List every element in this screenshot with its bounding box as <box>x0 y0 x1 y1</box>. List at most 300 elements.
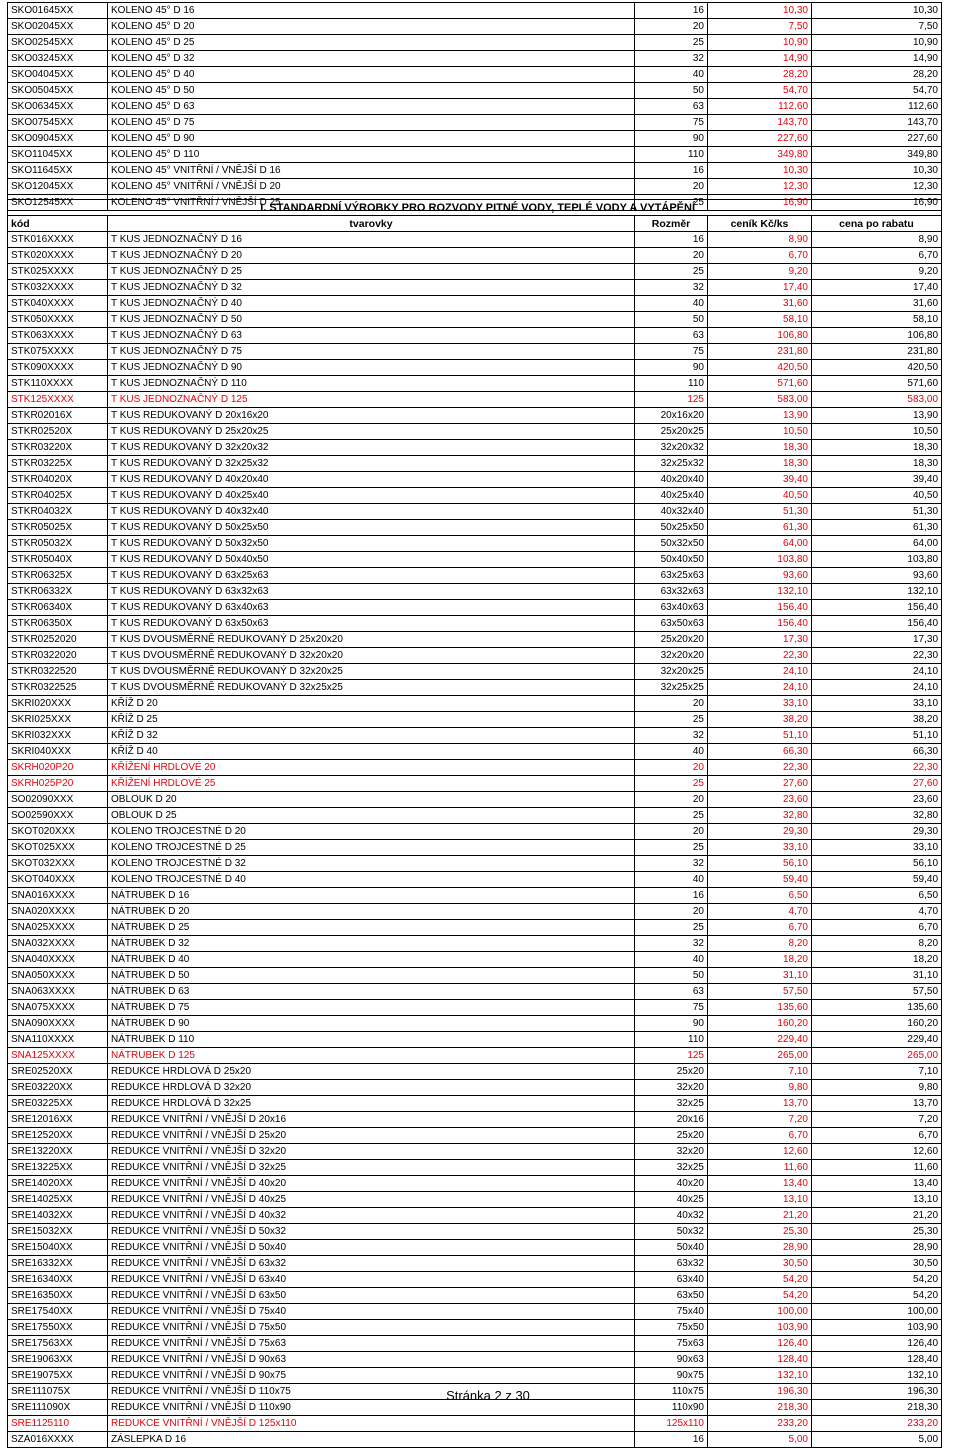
item-code: SZA016XXXX <box>8 1432 108 1448</box>
item-list-price: 31,60 <box>708 296 812 312</box>
item-list-price: 25,30 <box>708 1224 812 1240</box>
table-row <box>8 792 942 808</box>
item-name: REDUKCE VNITŘNÍ / VNĚJŠÍ D 75x50 <box>108 1320 635 1336</box>
item-list-price: 196,30 <box>708 1384 812 1400</box>
item-size: 90x63 <box>635 1352 708 1368</box>
item-code: SNA125XXXX <box>8 1048 108 1064</box>
table-row <box>8 952 942 968</box>
table-row <box>8 163 942 179</box>
item-list-price: 33,10 <box>708 840 812 856</box>
item-name: KOLENO 45° D 16 <box>108 3 635 19</box>
item-net-price: 51,10 <box>812 728 942 744</box>
item-name: KŘÍŽENÍ HRDLOVÉ 25 <box>108 776 635 792</box>
item-net-price: 25,30 <box>812 1224 942 1240</box>
item-name: T KUS JEDNOZNAČNÝ D 75 <box>108 344 635 360</box>
table-row <box>8 1048 942 1064</box>
item-list-price: 103,90 <box>708 1320 812 1336</box>
item-code: SNA025XXXX <box>8 920 108 936</box>
item-name: T KUS REDUKOVANÝ D 25x20x25 <box>108 424 635 440</box>
item-size: 110 <box>635 376 708 392</box>
item-list-price: 132,10 <box>708 1368 812 1384</box>
item-net-price: 112,60 <box>812 99 942 115</box>
item-size: 32 <box>635 936 708 952</box>
item-net-price: 9,80 <box>812 1080 942 1096</box>
item-code: SNA016XXXX <box>8 888 108 904</box>
item-list-price: 66,30 <box>708 744 812 760</box>
item-size: 25 <box>635 840 708 856</box>
item-size: 32 <box>635 51 708 67</box>
item-name: KOLENO TROJCESTNÉ D 20 <box>108 824 635 840</box>
item-size: 32 <box>635 728 708 744</box>
item-list-price: 6,70 <box>708 248 812 264</box>
item-net-price: 54,70 <box>812 83 942 99</box>
item-size: 32x25x25 <box>635 680 708 696</box>
table-row <box>8 520 942 536</box>
table-row <box>8 808 942 824</box>
item-net-price: 22,30 <box>812 648 942 664</box>
item-size: 40 <box>635 744 708 760</box>
item-net-price: 18,30 <box>812 440 942 456</box>
item-net-price: 13,40 <box>812 1176 942 1192</box>
item-net-price: 28,20 <box>812 67 942 83</box>
item-name: KOLENO 45° VNITŘNÍ / VNĚJŠÍ D 16 <box>108 163 635 179</box>
item-net-price: 24,10 <box>812 680 942 696</box>
item-name: T KUS JEDNOZNAČNÝ D 50 <box>108 312 635 328</box>
item-net-price: 23,60 <box>812 792 942 808</box>
item-list-price: 61,30 <box>708 520 812 536</box>
item-name: REDUKCE VNITŘNÍ / VNĚJŠÍ D 90x63 <box>108 1352 635 1368</box>
table-row <box>8 248 942 264</box>
table-row <box>8 888 942 904</box>
item-list-price: 135,60 <box>708 1000 812 1016</box>
item-size: 40 <box>635 872 708 888</box>
item-name: REDUKCE VNITŘNÍ / VNĚJŠÍ D 75x40 <box>108 1304 635 1320</box>
item-net-price: 103,80 <box>812 552 942 568</box>
item-size: 50x25x50 <box>635 520 708 536</box>
item-code: STKR0322525 <box>8 680 108 696</box>
item-net-price: 6,70 <box>812 1128 942 1144</box>
item-list-price: 106,80 <box>708 328 812 344</box>
item-size: 20x16x20 <box>635 408 708 424</box>
table-row <box>8 1240 942 1256</box>
item-size: 90x75 <box>635 1368 708 1384</box>
item-code: SRE16350XX <box>8 1288 108 1304</box>
item-name: KOLENO 45° D 75 <box>108 115 635 131</box>
table-row <box>8 1096 942 1112</box>
item-code: STKR05040X <box>8 552 108 568</box>
table-row <box>8 232 942 248</box>
item-code: STKR03220X <box>8 440 108 456</box>
item-size: 125 <box>635 1048 708 1064</box>
item-net-price: 233,20 <box>812 1416 942 1432</box>
item-size: 50x32 <box>635 1224 708 1240</box>
item-net-price: 33,10 <box>812 696 942 712</box>
item-net-price: 10,50 <box>812 424 942 440</box>
item-name: T KUS JEDNOZNAČNÝ D 25 <box>108 264 635 280</box>
table-row <box>8 1000 942 1016</box>
section-title: I. STANDARDNÍ VÝROBKY PRO ROZVODY PITNÉ VODY, TEPLÉ VODY A VYTÁPĚNÍ <box>8 200 942 216</box>
item-list-price: 143,70 <box>708 115 812 131</box>
item-net-price: 28,90 <box>812 1240 942 1256</box>
item-name: T KUS DVOUSMĚRNĚ REDUKOVANÝ D 32x25x25 <box>108 680 635 696</box>
item-list-price: 12,60 <box>708 1144 812 1160</box>
item-net-price: 156,40 <box>812 600 942 616</box>
item-net-price: 160,20 <box>812 1016 942 1032</box>
item-net-price: 132,10 <box>812 584 942 600</box>
item-size: 32x20 <box>635 1144 708 1160</box>
item-size: 16 <box>635 888 708 904</box>
item-list-price: 8,90 <box>708 232 812 248</box>
item-name: NÁTRUBEK D 90 <box>108 1016 635 1032</box>
table-row <box>8 472 942 488</box>
table-row <box>8 648 942 664</box>
item-net-price: 29,30 <box>812 824 942 840</box>
item-list-price: 31,10 <box>708 968 812 984</box>
item-list-price: 23,60 <box>708 792 812 808</box>
item-code: STKR0322520 <box>8 664 108 680</box>
item-size: 90 <box>635 131 708 147</box>
table-row <box>8 264 942 280</box>
item-list-price: 13,10 <box>708 1192 812 1208</box>
item-code: SKO11645XX <box>8 163 108 179</box>
item-list-price: 6,50 <box>708 888 812 904</box>
item-net-price: 229,40 <box>812 1032 942 1048</box>
item-code: SRE13225XX <box>8 1160 108 1176</box>
item-size: 20 <box>635 904 708 920</box>
item-name: KŘÍŽENÍ HRDLOVÉ 20 <box>108 760 635 776</box>
item-code: STKR04025X <box>8 488 108 504</box>
item-size: 90 <box>635 1016 708 1032</box>
item-size: 63x40x63 <box>635 600 708 616</box>
price-table-main-body <box>8 200 942 1448</box>
item-net-price: 265,00 <box>812 1048 942 1064</box>
item-net-price: 11,60 <box>812 1160 942 1176</box>
item-size: 50 <box>635 83 708 99</box>
item-net-price: 58,10 <box>812 312 942 328</box>
table-row <box>8 936 942 952</box>
item-list-price: 24,10 <box>708 664 812 680</box>
item-list-price: 8,20 <box>708 936 812 952</box>
item-list-price: 29,30 <box>708 824 812 840</box>
item-net-price: 31,60 <box>812 296 942 312</box>
item-code: SKRI025XXX <box>8 712 108 728</box>
item-code: SRE19063XX <box>8 1352 108 1368</box>
item-code: STKR02016X <box>8 408 108 424</box>
item-list-price: 28,20 <box>708 67 812 83</box>
item-name: KOLENO 45° D 63 <box>108 99 635 115</box>
item-net-price: 132,10 <box>812 1368 942 1384</box>
item-name: KŘÍŽ D 25 <box>108 712 635 728</box>
item-list-price: 583,00 <box>708 392 812 408</box>
item-code: SKRH020P20 <box>8 760 108 776</box>
item-list-price: 132,10 <box>708 584 812 600</box>
item-size: 16 <box>635 163 708 179</box>
header-size: Rozměr <box>635 216 708 232</box>
item-size: 25 <box>635 808 708 824</box>
table-row <box>8 1288 942 1304</box>
item-size: 20 <box>635 696 708 712</box>
item-list-price: 227,60 <box>708 131 812 147</box>
item-name: T KUS REDUKOVANÝ D 50x32x50 <box>108 536 635 552</box>
item-name: KOLENO 45° D 50 <box>108 83 635 99</box>
table-row <box>8 872 942 888</box>
table-row <box>8 1160 942 1176</box>
item-name: NÁTRUBEK D 50 <box>108 968 635 984</box>
item-size: 110x75 <box>635 1384 708 1400</box>
item-size: 63x32x63 <box>635 584 708 600</box>
item-code: SKO11045XX <box>8 147 108 163</box>
item-net-price: 40,50 <box>812 488 942 504</box>
item-size: 63 <box>635 984 708 1000</box>
item-name: REDUKCE VNITŘNÍ / VNĚJŠÍ D 50x32 <box>108 1224 635 1240</box>
item-list-price: 128,40 <box>708 1352 812 1368</box>
item-net-price: 7,10 <box>812 1064 942 1080</box>
item-list-price: 571,60 <box>708 376 812 392</box>
table-row <box>8 968 942 984</box>
item-code: SNA020XXXX <box>8 904 108 920</box>
item-name: NÁTRUBEK D 40 <box>108 952 635 968</box>
table-row <box>8 504 942 520</box>
item-code: STKR0252020 <box>8 632 108 648</box>
item-net-price: 30,50 <box>812 1256 942 1272</box>
item-net-price: 6,50 <box>812 888 942 904</box>
item-name: T KUS REDUKOVANÝ D 40x20x40 <box>108 472 635 488</box>
item-size: 16 <box>635 3 708 19</box>
item-code: SKO03245XX <box>8 51 108 67</box>
item-net-price: 6,70 <box>812 248 942 264</box>
item-list-price: 51,30 <box>708 504 812 520</box>
table-row <box>8 456 942 472</box>
item-code: SRE03220XX <box>8 1080 108 1096</box>
item-name: KŘÍŽ D 20 <box>108 696 635 712</box>
table-row <box>8 776 942 792</box>
item-net-price: 13,10 <box>812 1192 942 1208</box>
item-size: 16 <box>635 1432 708 1448</box>
item-list-price: 420,50 <box>708 360 812 376</box>
item-list-price: 218,30 <box>708 1400 812 1416</box>
table-row <box>8 1320 942 1336</box>
item-list-price: 103,80 <box>708 552 812 568</box>
item-code: SKRH025P20 <box>8 776 108 792</box>
item-net-price: 196,30 <box>812 1384 942 1400</box>
item-code: STKR04020X <box>8 472 108 488</box>
item-size: 25x20 <box>635 1128 708 1144</box>
table-row <box>8 1080 942 1096</box>
item-code: SRE111075X <box>8 1384 108 1400</box>
item-net-price: 18,20 <box>812 952 942 968</box>
item-net-price: 12,60 <box>812 1144 942 1160</box>
item-size: 32 <box>635 856 708 872</box>
table-row <box>8 632 942 648</box>
table-row <box>8 1256 942 1272</box>
item-code: SNA063XXXX <box>8 984 108 1000</box>
item-size: 20 <box>635 792 708 808</box>
item-code: SKOT020XXX <box>8 824 108 840</box>
item-name: T KUS JEDNOZNAČNÝ D 20 <box>108 248 635 264</box>
table-row <box>8 984 942 1000</box>
item-net-price: 54,20 <box>812 1288 942 1304</box>
item-list-price: 6,70 <box>708 920 812 936</box>
item-name: OBLOUK D 20 <box>108 792 635 808</box>
item-list-price: 126,40 <box>708 1336 812 1352</box>
item-name: KOLENO 45° D 32 <box>108 51 635 67</box>
item-name: T KUS DVOUSMĚRNĚ REDUKOVANÝ D 32x20x20 <box>108 648 635 664</box>
item-code: SRE1125110 <box>8 1416 108 1432</box>
page-footer: Stránka 2 z 30 <box>446 1388 530 1403</box>
item-net-price: 10,30 <box>812 163 942 179</box>
item-name: T KUS REDUKOVANÝ D 63x40x63 <box>108 600 635 616</box>
item-list-price: 156,40 <box>708 600 812 616</box>
item-list-price: 22,30 <box>708 760 812 776</box>
item-size: 50x40 <box>635 1240 708 1256</box>
table-row <box>8 1192 942 1208</box>
section-title-row <box>8 200 942 216</box>
item-name: REDUKCE VNITŘNÍ / VNĚJŠÍ D 125x110 <box>108 1416 635 1432</box>
item-code: STKR06332X <box>8 584 108 600</box>
item-size: 25x20 <box>635 1064 708 1080</box>
item-list-price: 13,70 <box>708 1096 812 1112</box>
item-name: T KUS DVOUSMĚRNĚ REDUKOVANÝ D 32x20x25 <box>108 664 635 680</box>
item-name: T KUS JEDNOZNAČNÝ D 16 <box>108 232 635 248</box>
item-net-price: 349,80 <box>812 147 942 163</box>
table-row <box>8 131 942 147</box>
item-net-price: 143,70 <box>812 115 942 131</box>
item-name: T KUS JEDNOZNAČNÝ D 110 <box>108 376 635 392</box>
item-list-price: 59,40 <box>708 872 812 888</box>
item-list-price: 349,80 <box>708 147 812 163</box>
item-net-price: 27,60 <box>812 776 942 792</box>
item-code: STK032XXXX <box>8 280 108 296</box>
item-code: SRE12016XX <box>8 1112 108 1128</box>
item-name: KOLENO TROJCESTNÉ D 25 <box>108 840 635 856</box>
item-net-price: 420,50 <box>812 360 942 376</box>
item-code: STK063XXXX <box>8 328 108 344</box>
item-size: 75 <box>635 115 708 131</box>
item-code: SO02590XXX <box>8 808 108 824</box>
item-list-price: 7,20 <box>708 1112 812 1128</box>
item-name: T KUS JEDNOZNAČNÝ D 32 <box>108 280 635 296</box>
table-row <box>8 712 942 728</box>
item-size: 40 <box>635 67 708 83</box>
table-row <box>8 552 942 568</box>
item-code: STK050XXXX <box>8 312 108 328</box>
item-code: STK090XXXX <box>8 360 108 376</box>
table-row <box>8 1304 942 1320</box>
item-list-price: 233,20 <box>708 1416 812 1432</box>
item-size: 20 <box>635 179 708 195</box>
item-size: 40x32x40 <box>635 504 708 520</box>
item-code: SRE19075XX <box>8 1368 108 1384</box>
item-size: 50x40x50 <box>635 552 708 568</box>
item-net-price: 33,10 <box>812 840 942 856</box>
item-size: 40x20 <box>635 1176 708 1192</box>
table-row <box>8 696 942 712</box>
item-code: SRE17563XX <box>8 1336 108 1352</box>
item-size: 125 <box>635 392 708 408</box>
item-name: KOLENO 45° VNITŘNÍ / VNĚJŠÍ D 25 <box>108 195 635 211</box>
item-code: SKO02545XX <box>8 35 108 51</box>
item-code: SRE16340XX <box>8 1272 108 1288</box>
item-net-price: 14,90 <box>812 51 942 67</box>
item-list-price: 9,80 <box>708 1080 812 1096</box>
table-row <box>8 1336 942 1352</box>
item-net-price: 5,00 <box>812 1432 942 1448</box>
table-row <box>8 440 942 456</box>
item-size: 40 <box>635 952 708 968</box>
item-code: STKR0322020 <box>8 648 108 664</box>
item-size: 25 <box>635 776 708 792</box>
item-name: REDUKCE VNITŘNÍ / VNĚJŠÍ D 63x50 <box>108 1288 635 1304</box>
item-size: 40x25 <box>635 1192 708 1208</box>
item-list-price: 100,00 <box>708 1304 812 1320</box>
table-row <box>8 1224 942 1240</box>
item-size: 63 <box>635 99 708 115</box>
item-net-price: 17,30 <box>812 632 942 648</box>
item-code: SNA050XXXX <box>8 968 108 984</box>
item-code: SRE17550XX <box>8 1320 108 1336</box>
item-code: STKR06325X <box>8 568 108 584</box>
item-size: 25x20x20 <box>635 632 708 648</box>
item-list-price: 18,20 <box>708 952 812 968</box>
item-size: 32 <box>635 280 708 296</box>
item-code: SKOT040XXX <box>8 872 108 888</box>
item-list-price: 7,50 <box>708 19 812 35</box>
item-list-price: 4,70 <box>708 904 812 920</box>
item-list-price: 11,60 <box>708 1160 812 1176</box>
item-code: SKRI032XXX <box>8 728 108 744</box>
item-size: 16 <box>635 232 708 248</box>
item-name: KOLENO 45° D 90 <box>108 131 635 147</box>
item-size: 63x50 <box>635 1288 708 1304</box>
item-name: T KUS JEDNOZNAČNÝ D 40 <box>108 296 635 312</box>
item-list-price: 265,00 <box>708 1048 812 1064</box>
item-code: SKRI020XXX <box>8 696 108 712</box>
table-row <box>8 1128 942 1144</box>
item-size: 50 <box>635 312 708 328</box>
item-name: REDUKCE VNITŘNÍ / VNĚJŠÍ D 63x40 <box>108 1272 635 1288</box>
item-size: 90 <box>635 360 708 376</box>
item-size: 20 <box>635 760 708 776</box>
table-row <box>8 1064 942 1080</box>
item-net-price: 51,30 <box>812 504 942 520</box>
table-row <box>8 424 942 440</box>
item-code: SRE15032XX <box>8 1224 108 1240</box>
item-net-price: 8,90 <box>812 232 942 248</box>
item-name: REDUKCE VNITŘNÍ / VNĚJŠÍ D 75x63 <box>108 1336 635 1352</box>
table-row <box>8 1368 942 1384</box>
table-row <box>8 344 942 360</box>
item-name: OBLOUK D 25 <box>108 808 635 824</box>
item-size: 20 <box>635 19 708 35</box>
item-name: KOLENO 45° D 110 <box>108 147 635 163</box>
item-name: REDUKCE HRDLOVÁ D 25x20 <box>108 1064 635 1080</box>
item-net-price: 103,90 <box>812 1320 942 1336</box>
item-code: SRE16332XX <box>8 1256 108 1272</box>
item-code: STK020XXXX <box>8 248 108 264</box>
item-list-price: 6,70 <box>708 1128 812 1144</box>
header-net-price: cena po rabatu <box>812 216 942 232</box>
item-net-price: 31,10 <box>812 968 942 984</box>
item-name: T KUS JEDNOZNAČNÝ D 125 <box>108 392 635 408</box>
item-name: REDUKCE VNITŘNÍ / VNĚJŠÍ D 90x75 <box>108 1368 635 1384</box>
item-list-price: 64,00 <box>708 536 812 552</box>
item-net-price: 126,40 <box>812 1336 942 1352</box>
item-name: T KUS REDUKOVANÝ D 63x32x63 <box>108 584 635 600</box>
header-list-price: ceník Kč/ks <box>708 216 812 232</box>
item-size: 25 <box>635 264 708 280</box>
item-code: SRE14020XX <box>8 1176 108 1192</box>
item-net-price: 22,30 <box>812 760 942 776</box>
